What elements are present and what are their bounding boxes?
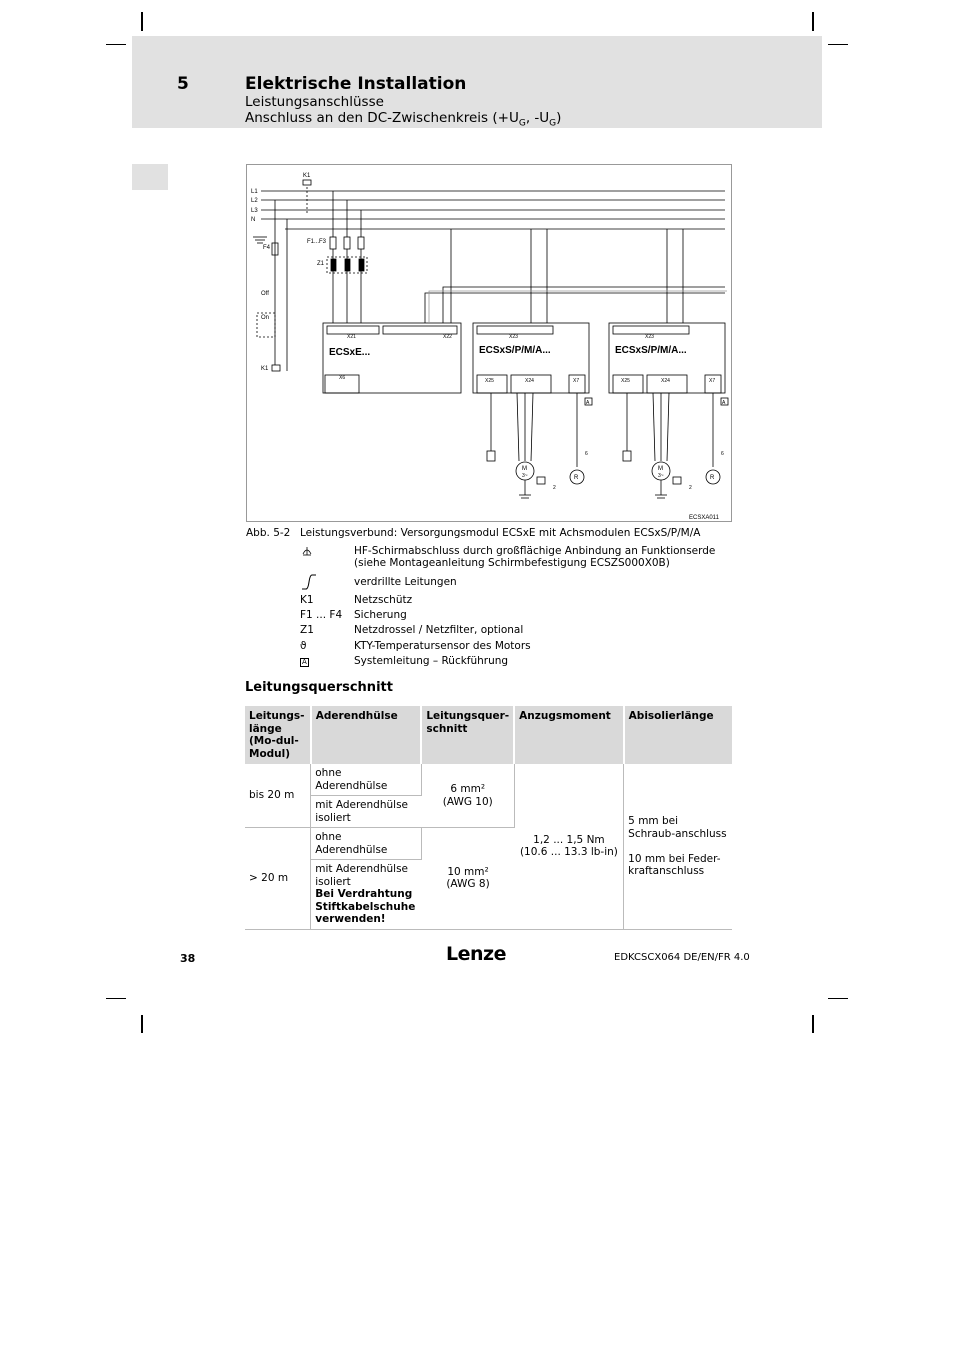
subtitle-1: Leistungsanschlüsse xyxy=(245,94,384,110)
label-x24b: X24 xyxy=(661,378,670,384)
col-header-sleeve: Aderendhülse xyxy=(311,706,422,764)
label-a-a: A xyxy=(586,400,590,406)
label-r-a: R xyxy=(574,475,579,481)
cell-sleeve-note: Bei Verdrahtung Stiftkabelschuhe verwenden! xyxy=(311,888,422,929)
chapter-title: Elektrische Installation xyxy=(245,74,467,94)
wiring-diagram xyxy=(246,164,732,522)
label-z1: Z1 xyxy=(317,261,325,267)
cell-sleeve: mit Aderendhülse isoliert xyxy=(315,863,408,888)
shield-ground-icon xyxy=(300,545,350,560)
label-n: N xyxy=(251,217,256,223)
chapter-tab-marker xyxy=(132,164,168,190)
label-x6: X6 xyxy=(339,375,346,381)
label-l3: L3 xyxy=(251,208,258,214)
label-ecsxs-b: ECSxS/P/M/A... xyxy=(615,345,687,356)
label-x23b: X23 xyxy=(645,334,654,340)
label-m3-a: 3~ xyxy=(522,473,528,479)
col-header-torque: Anzugsmoment xyxy=(514,706,624,764)
crop-mark xyxy=(812,12,814,31)
boxed-a-icon: A xyxy=(302,658,307,666)
label-x23a: X23 xyxy=(509,334,518,340)
cell-strip-length: 5 mm bei Schraub-anschluss 10 mm bei Feder-kraftanschluss xyxy=(624,764,732,929)
document-id: EDKCSCX064 DE/EN/FR 4.0 xyxy=(614,952,750,963)
figure-code: ECSXA011 xyxy=(689,515,719,521)
cell-length: bis 20 m xyxy=(245,764,311,828)
label-m-b: M xyxy=(658,466,663,472)
section-heading: Leitungsquerschnitt xyxy=(245,680,393,695)
label-x22: X22 xyxy=(443,334,452,340)
label-k1: K1 xyxy=(303,173,311,179)
cell-sleeve: mit Aderendhülse isoliert xyxy=(311,796,422,828)
lenze-logo: Lenze xyxy=(446,943,506,965)
twisted-wire-icon xyxy=(300,573,350,594)
cell-sleeve: ohne Aderendhülse xyxy=(311,764,422,796)
label-m3-b: 3~ xyxy=(658,473,664,479)
crop-mark xyxy=(141,1015,143,1033)
label-l1: L1 xyxy=(251,189,258,195)
cell-cross-section: 10 mm² (AWG 8) xyxy=(421,828,514,930)
label-f1f3: F1...F3 xyxy=(307,239,327,245)
label-x21: X21 xyxy=(347,334,356,340)
label-l2: L2 xyxy=(251,198,258,204)
label-x7a: X7 xyxy=(573,378,580,384)
label-six-b: 6 xyxy=(721,451,724,457)
label-k1b: K1 xyxy=(261,366,269,372)
cell-length: > 20 m xyxy=(245,828,311,930)
label-f4: F4 xyxy=(263,245,271,251)
label-r-b: R xyxy=(710,475,715,481)
label-six-a: 6 xyxy=(585,451,588,457)
cable-spec-table xyxy=(245,706,732,930)
figure-caption: Abb. 5-2 Leistungsverbund: Versorgungsmodul ECSxE mit Achsmodulen ECSxS/P/M/A xyxy=(246,527,701,539)
crop-mark xyxy=(828,44,848,45)
cell-torque: 1,2 ... 1,5 Nm (10.6 ... 13.3 lb-in) xyxy=(514,764,624,929)
label-a-b: A xyxy=(722,400,726,406)
col-header-strip-length: Abisolierlänge xyxy=(624,706,732,764)
label-x7b: X7 xyxy=(709,378,716,384)
label-x25b: X25 xyxy=(621,378,630,384)
cell-cross-section: 6 mm² (AWG 10) xyxy=(421,764,514,828)
label-two-a: 2 xyxy=(553,485,556,491)
crop-mark xyxy=(106,998,126,999)
table-header-row xyxy=(245,706,732,764)
subtitle-2: Anschluss an den DC-Zwischenkreis ($+U_G$, $-U_G$) xyxy=(245,110,562,129)
crop-mark xyxy=(141,12,143,31)
col-header-cross-section: Leitungsquer-schnitt xyxy=(421,706,514,764)
label-on: On xyxy=(261,315,270,321)
label-x24a: X24 xyxy=(525,378,534,384)
label-off: Off xyxy=(261,291,269,297)
col-header-length: Leitungs-länge (Mo-dul-Modul) xyxy=(245,706,311,764)
crop-mark xyxy=(106,44,126,45)
table-row xyxy=(245,764,732,796)
crop-mark xyxy=(828,998,848,999)
crop-mark xyxy=(812,1015,814,1033)
chapter-number: 5 xyxy=(177,74,189,94)
label-x25a: X25 xyxy=(485,378,494,384)
label-m-a: M xyxy=(522,466,527,472)
cell-sleeve: ohne Aderendhülse xyxy=(311,828,422,860)
page-number: 38 xyxy=(180,952,196,965)
label-ecsxs-a: ECSxS/P/M/A... xyxy=(479,345,551,356)
label-two-b: 2 xyxy=(689,485,692,491)
label-ecsxe: ECSxE... xyxy=(329,347,371,358)
